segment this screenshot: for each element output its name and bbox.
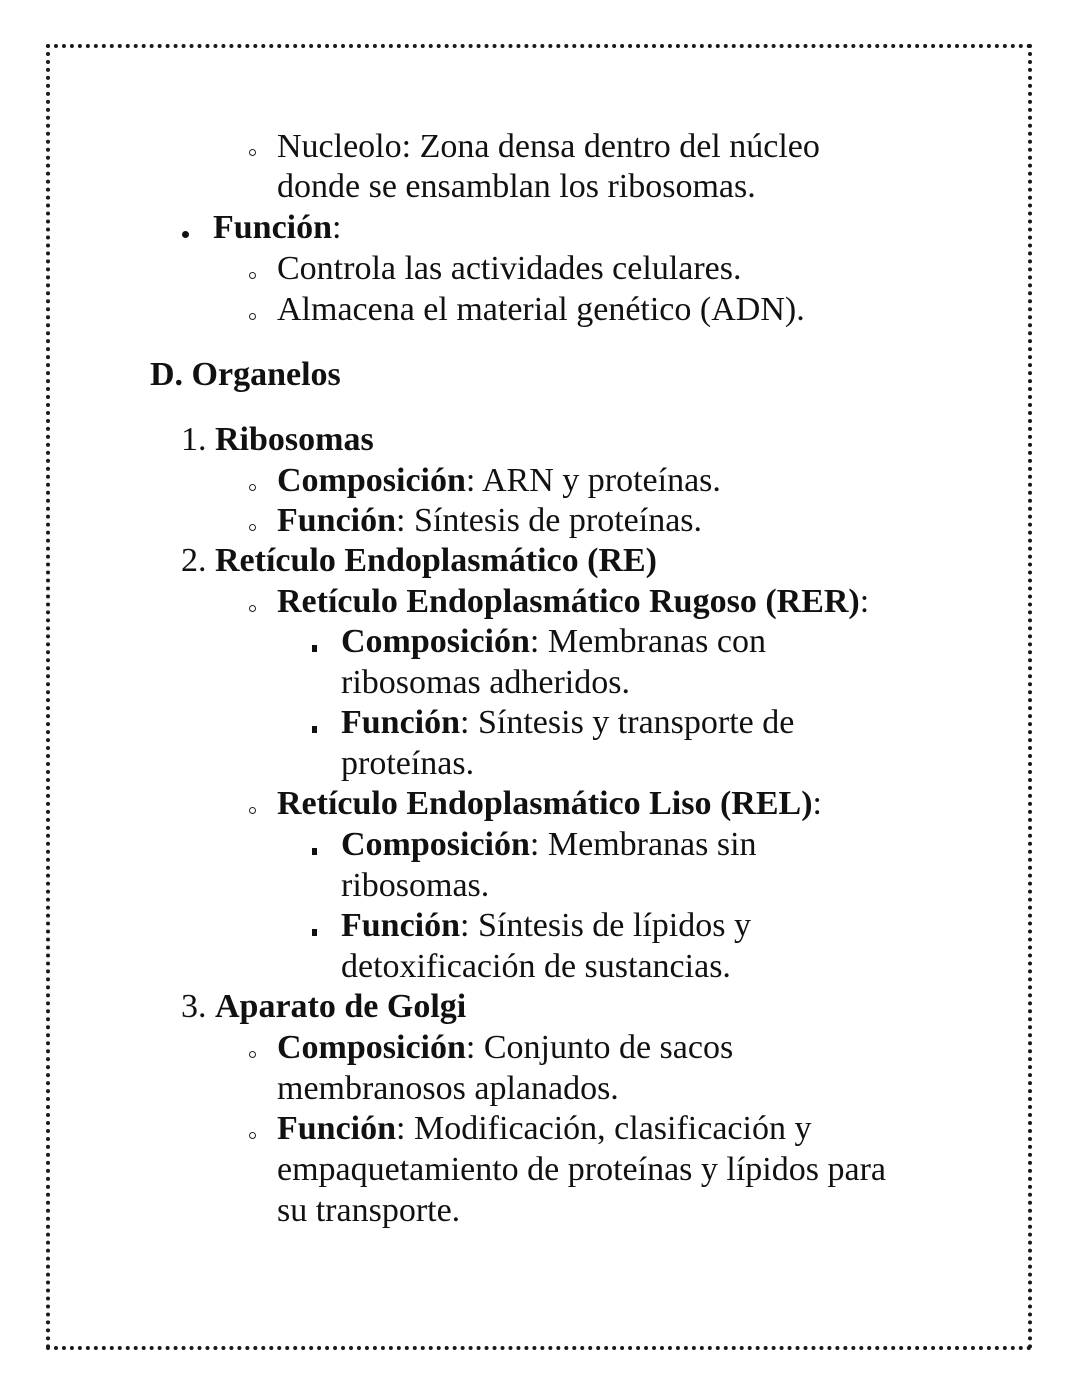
hollow-circle-bullet-icon [249,272,256,279]
funcion-colon: : [332,209,342,246]
composicion-label: Composición [341,826,530,863]
composicion-label: Composición [277,462,466,499]
golgi-funcion-line-3: su transporte. [277,1192,461,1229]
funcion-label: Función [277,1110,397,1147]
ribosomas-composicion [277,461,721,501]
composicion-text: : Membranas sin [529,826,757,863]
rel-composicion-line-2: ribosomas. [341,867,490,904]
golgi-composicion-line-2: membranosos aplanados. [277,1070,619,1107]
square-bullet-icon [312,929,317,936]
filled-dot-bullet-icon [182,231,189,238]
golgi-funcion-line-1 [277,1109,811,1149]
rer-colon: : [859,583,870,620]
composicion-text: : Membranas con [529,623,766,660]
hollow-circle-bullet-icon [249,313,256,320]
composicion-label: Composición [277,1029,466,1066]
funcion-text: : Síntesis de proteínas. [396,502,703,539]
composicion-text: : Conjunto de sacos [465,1029,734,1066]
funcion-heading [213,208,342,248]
composicion-label: Composición [341,623,530,660]
golgi-funcion-line-2: empaquetamiento de proteínas y lípidos para [277,1151,886,1188]
hollow-circle-bullet-icon [249,807,256,814]
item-number: 2. [181,542,207,579]
rer-funcion-line-1 [341,703,794,743]
rer-composicion-line-1 [341,622,766,662]
rel-funcion-line-2: detoxificación de sustancias. [341,948,731,985]
ribosomas-funcion [277,501,702,541]
hollow-circle-bullet-icon [249,605,256,612]
rer-composicion-line-2: ribosomas adheridos. [341,664,630,701]
funcion-text: : Síntesis de lípidos y [460,907,751,944]
hollow-circle-bullet-icon [249,1051,256,1058]
hollow-circle-bullet-icon [249,1132,256,1139]
rel-funcion-line-1 [341,906,751,946]
funcion-item: Controla las actividades celulares. [277,250,742,287]
rel-title-line [277,784,822,824]
golgi-title: Aparato de Golgi [215,988,467,1025]
composicion-text: : ARN y proteínas. [465,462,721,499]
hollow-circle-bullet-icon [249,484,256,491]
funcion-label: Función [341,704,461,741]
funcion-text: : Síntesis y transporte de [460,704,795,741]
funcion-text: : Modificación, clasificación y [396,1110,812,1147]
rel-colon: : [812,785,822,822]
re-title: Retículo Endoplasmático (RE) [215,542,657,579]
nucleolo-line-1: Nucleolo: Zona densa dentro del núcleo [277,128,820,165]
golgi-composicion-line-1 [277,1028,733,1068]
square-bullet-icon [312,848,317,855]
funcion-label: Función [277,502,397,539]
funcion-label: Función [341,907,461,944]
funcion-label: Función [213,209,333,246]
rel-composicion-line-1 [341,825,757,865]
square-bullet-icon [312,645,317,652]
section-d-title: D. Organelos [150,356,341,393]
hollow-circle-bullet-icon [249,524,256,531]
funcion-item: Almacena el material genético (ADN). [277,291,805,328]
rel-title: Retículo Endoplasmático Liso (REL) [277,785,813,822]
item-number: 1. [181,421,207,458]
rer-funcion-line-2: proteínas. [341,745,475,782]
square-bullet-icon [312,726,317,733]
hollow-circle-bullet-icon [249,149,256,156]
nucleolo-line-2: donde se ensamblan los ribosomas. [277,168,756,205]
item-number: 3. [181,988,207,1025]
rer-title-line [277,582,869,622]
ribosomas-title: Ribosomas [215,421,374,458]
rer-title: Retículo Endoplasmático Rugoso (RER) [277,583,860,620]
